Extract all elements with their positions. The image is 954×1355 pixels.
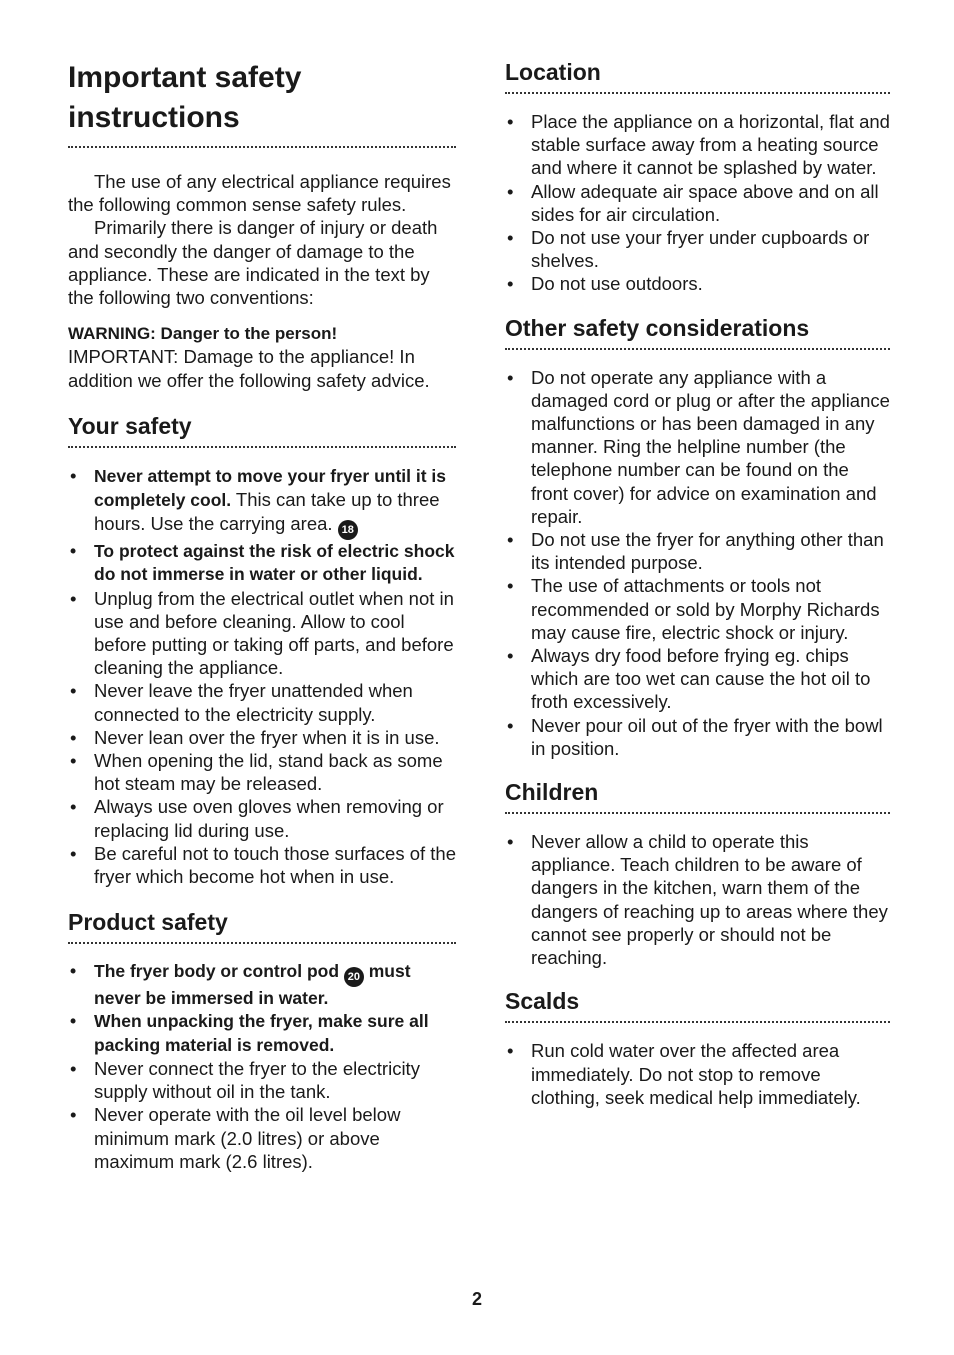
item-bold-text: Never attempt to move your fryer until it is completely cool. xyxy=(94,465,447,511)
children-list xyxy=(505,830,890,969)
other-safety-section xyxy=(505,314,890,760)
product-safety-section xyxy=(68,908,456,1173)
page-number: 2 xyxy=(471,1289,482,1309)
children-section xyxy=(505,778,890,969)
list-item: • Never operate with the oil level below minimum mark (2.0 litres) or above maximum mark (2.6 litres). xyxy=(68,1103,456,1173)
your-safety-list xyxy=(68,464,456,888)
right-column xyxy=(505,58,890,1109)
location-section xyxy=(505,58,890,296)
list-item: • When unpacking the fryer, make sure all packing material is removed. xyxy=(68,1010,456,1056)
product-safety-list xyxy=(68,960,456,1173)
item-text: must never be immersed in water. xyxy=(94,961,411,1009)
your-safety-heading: Your safety xyxy=(68,412,456,448)
intro-paragraph-2: Primarily there is danger of injury or death and secondly the danger of damage to the appliance. These are indicated in the text by the following two conventions: xyxy=(68,217,438,309)
list-item: • Never lean over the fryer when it is in use. xyxy=(68,726,456,749)
list-item: • The use of attachments or tools not recommended or sold by Morphy Richards may cause fire, electric shock or injury. xyxy=(505,574,890,644)
list-item: • Never allow a child to operate this appliance. Teach children to be aware of dangers in the kitchen, warn them of the dangers of reaching up to areas where they cannot see properly or should not be reaching. xyxy=(505,830,890,969)
list-item: • Never leave the fryer unattended when connected to the electricity supply. xyxy=(68,679,456,725)
figure-number-badge: 18 xyxy=(338,520,358,540)
location-list xyxy=(505,110,890,296)
your-safety-section xyxy=(68,412,456,888)
list-item xyxy=(68,960,456,1010)
page-title: Important safety instructions xyxy=(68,58,456,148)
list-item: • Always dry food before frying eg. chips which are too wet can cause the hot oil to froth excessively. xyxy=(505,644,890,714)
scalds-heading: Scalds xyxy=(505,987,890,1023)
other-safety-list xyxy=(505,366,890,760)
list-item: • Do not use your fryer under cupboards or shelves. xyxy=(505,226,890,272)
list-item: • Do not use the fryer for anything other than its intended purpose. xyxy=(505,528,890,574)
list-item: • Run cold water over the affected area immediately. Do not stop to remove clothing, seek medical help immediately. xyxy=(505,1039,890,1109)
left-column xyxy=(68,58,456,1173)
children-heading: Children xyxy=(505,778,890,814)
list-item: • Unplug from the electrical outlet when not in use and before cleaning. Allow to cool before putting or taking off parts, and before cleaning the appliance. xyxy=(68,587,456,680)
list-item: • Be careful not to touch those surfaces of the fryer which become hot when in use. xyxy=(68,842,456,888)
item-text: The fryer body or control pod xyxy=(94,961,344,982)
list-item: • Never pour oil out of the fryer with the bowl in position. xyxy=(505,714,890,760)
list-item: • Do not use outdoors. xyxy=(505,272,890,295)
list-item: • Place the appliance on a horizontal, flat and stable surface away from a heating source and where it cannot be splashed by water. xyxy=(505,110,890,180)
list-item: • Never connect the fryer to the electricity supply without oil in the tank. xyxy=(68,1057,456,1103)
list-item: • To protect against the risk of electric shock do not immerse in water or other liquid. xyxy=(68,540,456,586)
figure-number-badge: 20 xyxy=(344,967,364,987)
other-safety-heading: Other safety considerations xyxy=(505,314,890,350)
location-heading: Location xyxy=(505,58,890,94)
scalds-section xyxy=(505,987,890,1109)
intro-section xyxy=(68,170,456,392)
list-item: • Do not operate any appliance with a damaged cord or plug or after the appliance malfunctions or has been damaged in any manner. Ring the helpline number (the telephone number can be found on the front cover) for advice on examination and repair. xyxy=(505,366,890,528)
scalds-list xyxy=(505,1039,890,1109)
list-item: • When opening the lid, stand back as some hot steam may be released. xyxy=(68,749,456,795)
list-item: • Allow adequate air space above and on all sides for air circulation. xyxy=(505,180,890,226)
product-safety-heading: Product safety xyxy=(68,908,456,944)
warning-block xyxy=(68,321,456,392)
list-item xyxy=(68,464,456,540)
list-item: • Always use oven gloves when removing or replacing lid during use. xyxy=(68,795,456,841)
warning-label: WARNING: Danger to the person! xyxy=(68,324,338,344)
intro-paragraph-1: The use of any electrical appliance requires the following common sense safety rules. xyxy=(68,171,451,216)
important-text: IMPORTANT: Damage to the appliance! In addition we offer the following safety advice. xyxy=(68,346,430,391)
item-text: This can take up to three hours. Use the carrying area. xyxy=(94,489,440,535)
